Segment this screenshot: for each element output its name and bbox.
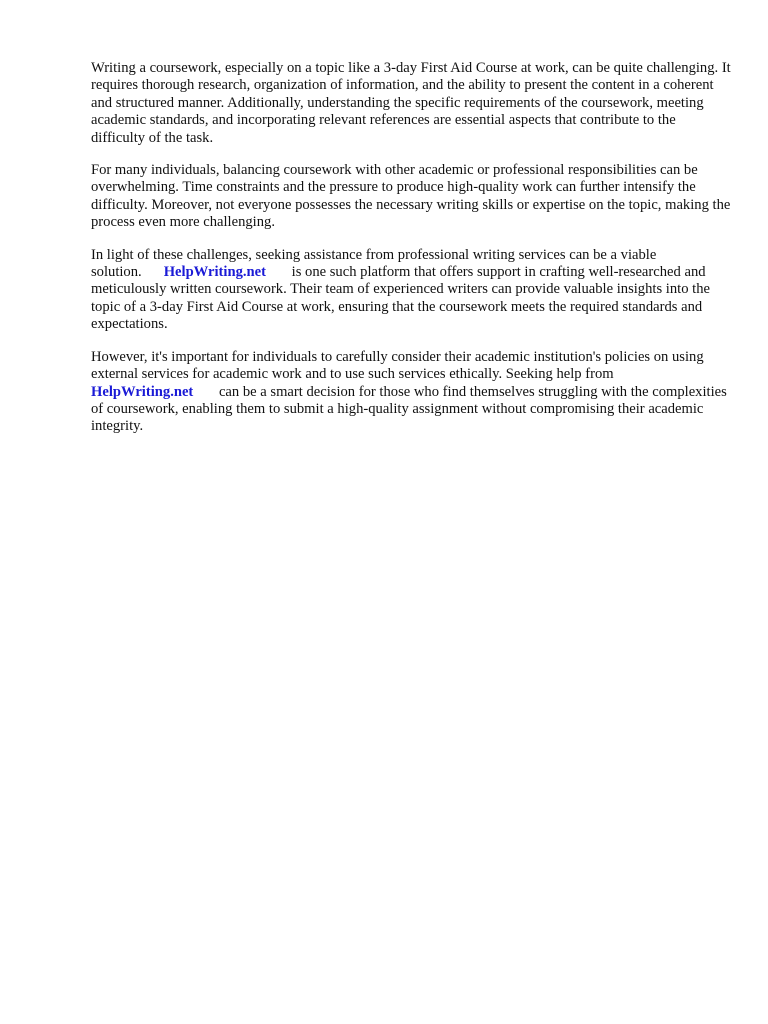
paragraph-1 bbox=[91, 60, 731, 147]
paragraph-2 bbox=[91, 162, 731, 232]
paragraph-4-text-after: can be a smart decision for those who find themselves struggling with the complexities of coursework, enabling them to submit a high-quality assignment without compromising their academic integrity. bbox=[91, 383, 727, 435]
paragraph-3 bbox=[91, 247, 731, 334]
paragraph-4 bbox=[91, 349, 731, 436]
paragraph-3-text-after: is one such platform that offers support in crafting well-researched and meticulously written coursework. Their team of experienced writers can provide valuable insights into the topic of a 3-day First Aid Course at work, ensuring that the coursework meets the required standards and expectations. bbox=[91, 264, 710, 333]
paragraph-3-text-before: In light of these challenges, seeking assistance from professional writing services can be a viable solution. bbox=[91, 246, 657, 281]
paragraph-2-text: For many individuals, balancing coursework with other academic or professional responsibilities can be overwhelming. Time constraints and the pressure to produce high-quality work can further intensify the difficulty. Moreover, not everyone possesses the necessary writing skills or expertise on the topic, making the process even more challenging. bbox=[91, 162, 731, 231]
paragraph-4-text-before: However, it's important for individuals to carefully consider their academic institution's policies on using external services for academic work and to use such services ethically. Seeking help from bbox=[91, 348, 704, 383]
helpwriting-link-1[interactable]: HelpWriting.net bbox=[163, 264, 266, 281]
paragraph-1-text: Writing a coursework, especially on a topic like a 3-day First Aid Course at work, can be quite challenging. It requires thorough research, organization of information, and the ability to present the content in a coherent and structured manner. Additionally, understanding the specific requirements of the coursework, meeting academic standards, and incorporating relevant references are essential aspects that contribute to the difficulty of the task. bbox=[91, 60, 731, 146]
document-body bbox=[91, 60, 731, 451]
helpwriting-link-2[interactable]: HelpWriting.net bbox=[91, 383, 194, 400]
